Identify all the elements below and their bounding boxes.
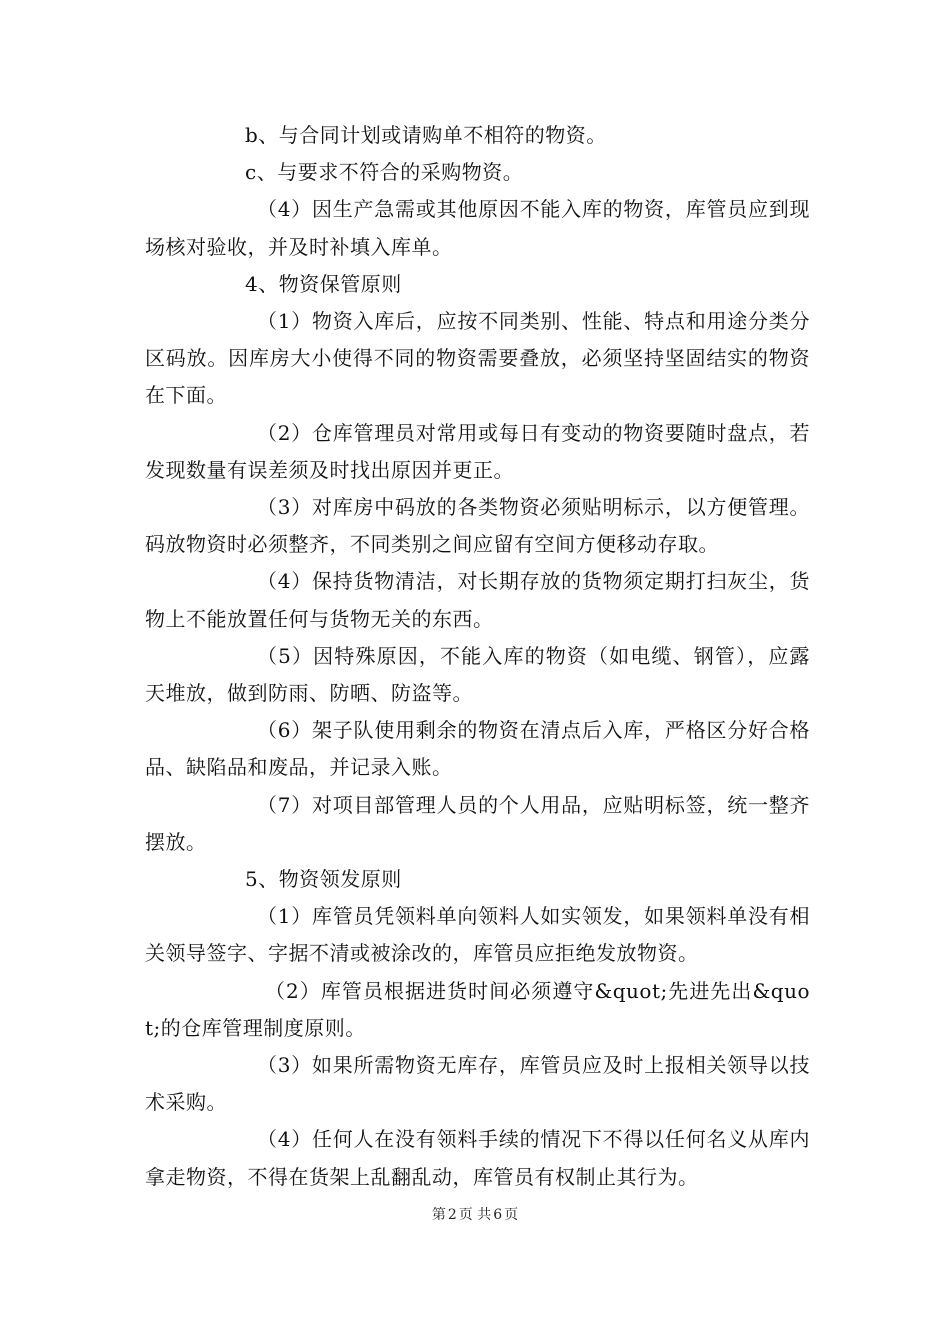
document-body (145, 117, 810, 1196)
paragraph: （3）对库房中码放的各类物资必须贴明标示，以方便管理。码放物资时必须整齐，不同类别之间应留有空间方便移动存取。 (145, 495, 810, 557)
paragraph: c、与要求不符合的采购物资。 (245, 160, 524, 185)
footer-total-pages: 6 (493, 1207, 503, 1223)
paragraph: （5）因特殊原因，不能入库的物资（如电缆、钢管），应露天堆放，做到防雨、防晒、防盗等。 (145, 643, 810, 706)
footer-prefix: 第 (431, 1207, 446, 1223)
paragraph: （1）库管员凭领料单向领料人如实领发，如果领料单没有相关领导签字、字据不清或被涂改的，库管员应拒绝发放物资。 (145, 904, 810, 966)
section-heading: 4、物资保管原则 (245, 271, 402, 296)
section-heading: 5、物资领发原则 (245, 867, 402, 892)
footer-current-page: 2 (447, 1207, 457, 1223)
paragraph: （3）如果所需物资无库存，库管员应及时上报相关领导以技术采购。 (145, 1053, 810, 1115)
footer-suffix: 页 (504, 1207, 519, 1223)
footer-mid: 页 共 (458, 1207, 492, 1223)
paragraph: （2）库管员根据进货时间必须遵守&quot;先进先出&quot;的仓库管理制度原则。 (145, 978, 810, 1040)
paragraph: （7）对项目部管理人员的个人用品，应贴明标签，统一整齐摆放。 (145, 792, 810, 854)
paragraph: （2）仓库管理员对常用或每日有变动的物资要随时盘点，若发现数量有误差须及时找出原因并更正。 (145, 420, 810, 482)
paragraph: b、与合同计划或请购单不相符的物资。 (245, 123, 607, 147)
paragraph: （4）保持货物清洁，对长期存放的货物须定期打扫灰尘，货物上不能放置任何与货物无关的东西。 (145, 569, 810, 631)
paragraph: （4）任何人在没有领料手续的情况下不得以任何名义从库内拿走物资，不得在货架上乱翻乱动，库管员有权制止其行为。 (145, 1127, 810, 1189)
page-footer (0, 1204, 950, 1224)
paragraph: （6）架子队使用剩余的物资在清点后入库，严格区分好合格品、缺陷品和废品，并记录入账。 (145, 718, 810, 780)
paragraph: （4）因生产急需或其他原因不能入库的物资，库管员应到现场核对验收，并及时补填入库单。 (145, 197, 810, 259)
paragraph: （1）物资入库后，应按不同类别、性能、特点和用途分类分区码放。因库房大小使得不同的物资需要叠放，必须坚持坚固结实的物资在下面。 (145, 309, 810, 408)
